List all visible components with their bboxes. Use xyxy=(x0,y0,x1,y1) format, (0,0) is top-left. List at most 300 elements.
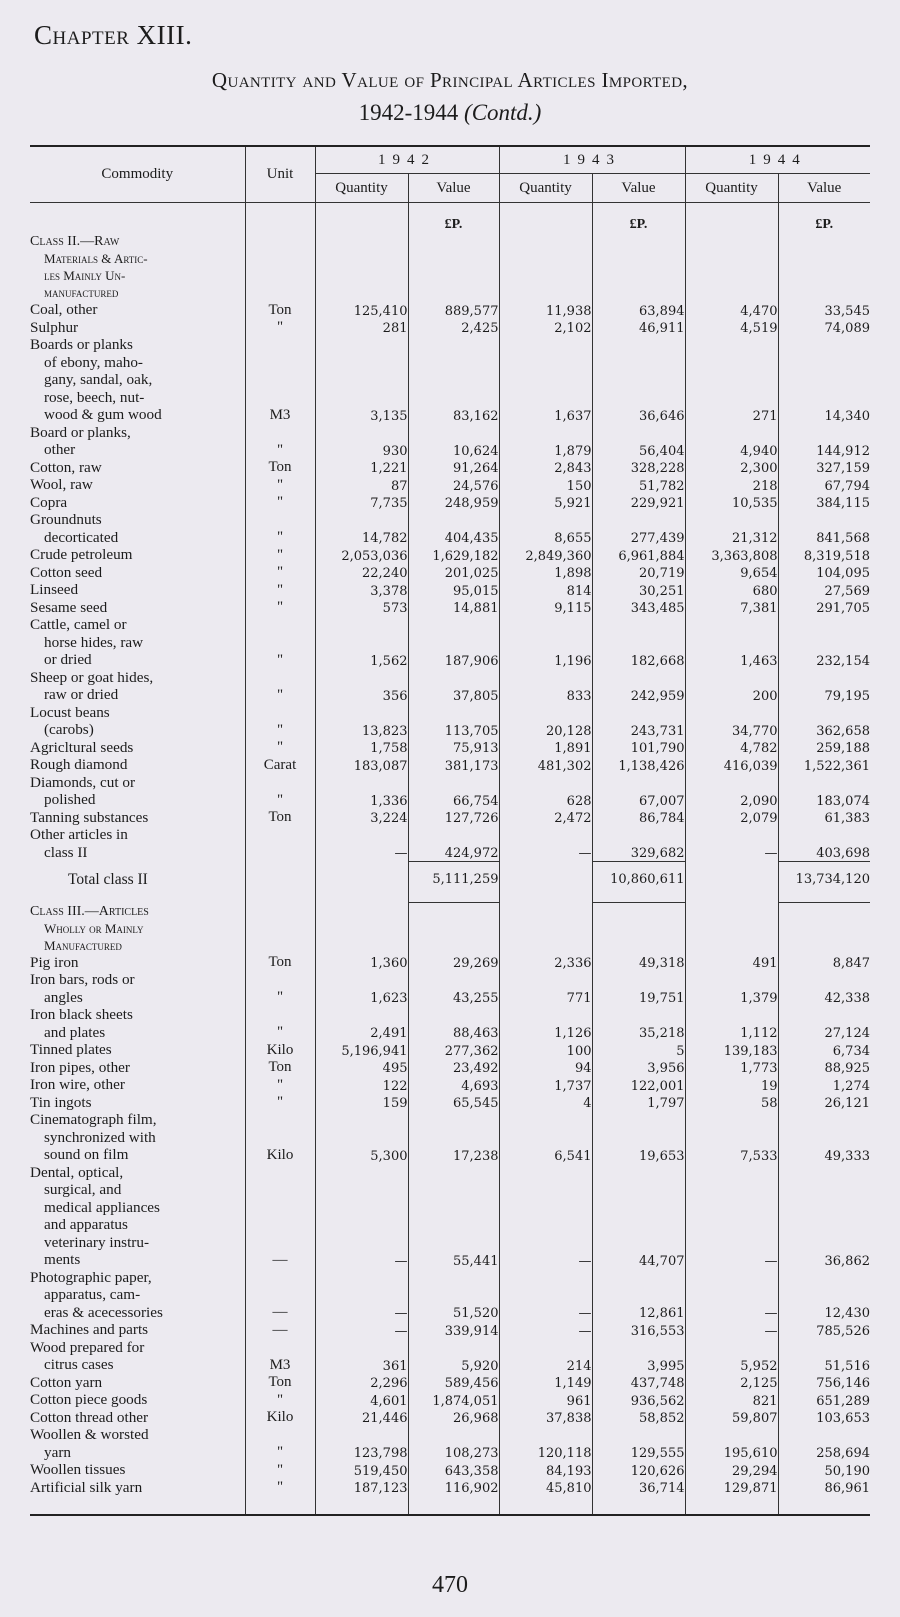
value-1943: 58,852 xyxy=(592,1409,685,1427)
unit-cell xyxy=(245,826,315,861)
total-label: Total class II xyxy=(30,861,245,903)
table-row xyxy=(30,1409,870,1427)
quantity-1942: 1,562 xyxy=(315,616,408,669)
table-row xyxy=(30,476,870,494)
quantity-1944: 1,463 xyxy=(685,616,778,669)
value-1943: 51,782 xyxy=(592,476,685,494)
value-1944: 88,925 xyxy=(824,1061,870,1076)
unit-cell: " xyxy=(245,971,315,1006)
commodity-cell: Copra xyxy=(30,494,245,512)
unit-cell: " xyxy=(245,564,315,582)
value-1942: 24,576 xyxy=(408,476,499,494)
quantity-1944: 680 xyxy=(685,581,778,599)
commodity-cell: Tinned plates xyxy=(30,1041,245,1059)
value-1942: 1,629,182 xyxy=(408,546,499,564)
value-1944: 51,516 xyxy=(824,1358,870,1374)
commodity-cell: Cotton yarn xyxy=(30,1374,245,1392)
value-1943: 1,797 xyxy=(592,1094,685,1112)
quantity-1944: 195,610 xyxy=(685,1426,778,1461)
table-row xyxy=(30,1111,870,1164)
value-1943: 49,318 xyxy=(592,954,685,972)
quantity-1944: 2,125 xyxy=(685,1374,778,1392)
quantity-1943: 37,838 xyxy=(499,1409,592,1427)
quantity-1942: 519,450 xyxy=(315,1461,408,1479)
quantity-1942: 3,135 xyxy=(315,336,408,424)
value-1943: 343,485 xyxy=(592,599,685,617)
value-1942: 17,238 xyxy=(408,1111,499,1164)
quantity-1943: 8,655 xyxy=(499,511,592,546)
value-1942: 51,520 xyxy=(408,1269,499,1322)
title-years: 1942-1944 xyxy=(358,100,459,125)
quantity-1942: 87 xyxy=(315,476,408,494)
value-1942: 4,693 xyxy=(408,1076,499,1094)
unit-cell: Carat xyxy=(245,756,315,774)
value-1943: 5 xyxy=(592,1041,685,1059)
commodity-cell: Coal, other xyxy=(30,301,245,319)
value-1943: 86,784 xyxy=(592,809,685,827)
quantity-1943: 1,149 xyxy=(499,1374,592,1392)
commodity-cell: Boards or planks of ebony, maho- gany, sandal, oak, rose, beech, nut- wood & gum wood xyxy=(30,336,245,424)
value-1943: 30,251 xyxy=(592,581,685,599)
value-1944: 27,124 xyxy=(824,1026,870,1041)
quantity-1943: 771 xyxy=(499,971,592,1006)
class3-section xyxy=(30,903,870,1497)
commodity-cell: Dental, optical, surgical, and medical appliances and apparatus veterinary instru- ments xyxy=(30,1164,245,1269)
year-header-1943: 1943 xyxy=(499,146,685,174)
quantity-1943: 1,898 xyxy=(499,564,592,582)
table-row xyxy=(30,826,870,861)
unit-cell: " xyxy=(245,1094,315,1112)
value-1943: 1,138,426 xyxy=(592,756,685,774)
value-1944: 104,095 xyxy=(816,566,870,581)
quantity-1944: — xyxy=(685,1269,778,1322)
unit-cell: Ton xyxy=(245,301,315,319)
class2-total-section xyxy=(30,861,870,903)
quantity-1942: — xyxy=(315,1164,408,1269)
value-1944: 232,154 xyxy=(816,653,870,669)
value-1942: 248,959 xyxy=(408,494,499,512)
quantity-1943: 1,879 xyxy=(499,424,592,459)
value-1943: 329,682 xyxy=(592,826,685,861)
value-1944: 8,319,518 xyxy=(803,548,870,564)
quantity-1944: 218 xyxy=(685,476,778,494)
commodity-header: Commodity xyxy=(30,146,245,203)
value-header: Value xyxy=(778,174,870,203)
value-1944: 258,694 xyxy=(816,1446,870,1461)
class2-section xyxy=(30,233,870,861)
value-1944: 26,121 xyxy=(824,1096,870,1111)
table-row xyxy=(30,1461,870,1479)
value-1943: 182,668 xyxy=(592,616,685,669)
quantity-1944: — xyxy=(685,1321,778,1339)
quantity-1944: 34,770 xyxy=(685,704,778,739)
unit-cell: " xyxy=(245,494,315,512)
value-1944: 74,089 xyxy=(824,321,870,336)
value-1944: 61,383 xyxy=(824,811,870,826)
quantity-1944: 821 xyxy=(685,1391,778,1409)
commodity-cell: Diamonds, cut or polished xyxy=(30,774,245,809)
unit-cell: Kilo xyxy=(245,1111,315,1164)
value-1942: 113,705 xyxy=(408,704,499,739)
table-row xyxy=(30,1321,870,1339)
unit-cell: — xyxy=(245,1164,315,1269)
commodity-cell: Locust beans (carobs) xyxy=(30,704,245,739)
commodity-cell: Tin ingots xyxy=(30,1094,245,1112)
quantity-1943: 11,938 xyxy=(499,301,592,319)
commodity-cell: Cattle, camel or horse hides, raw or dried xyxy=(30,616,245,669)
value-1942: 65,545 xyxy=(408,1094,499,1112)
unit-cell: " xyxy=(245,1076,315,1094)
value-1942: 201,025 xyxy=(408,564,499,582)
year-header-1944: 1944 xyxy=(685,146,870,174)
value-1944: 14,340 xyxy=(824,408,870,424)
table-row xyxy=(30,971,870,1006)
quantity-1944: 1,379 xyxy=(685,971,778,1006)
unit-cell: " xyxy=(245,1391,315,1409)
quantity-1943: 481,302 xyxy=(499,756,592,774)
table-row xyxy=(30,1339,870,1374)
value-1942: 339,914 xyxy=(408,1321,499,1339)
quantity-1943: 814 xyxy=(499,581,592,599)
table-row xyxy=(30,424,870,459)
unit-cell: " xyxy=(245,1006,315,1041)
table-row xyxy=(30,616,870,669)
commodity-cell: Sulphur xyxy=(30,319,245,337)
quantity-1944: 1,773 xyxy=(685,1059,778,1077)
value-1942: 66,754 xyxy=(408,774,499,809)
value-1944: 259,188 xyxy=(816,741,870,756)
value-1943: 120,626 xyxy=(592,1461,685,1479)
value-1942: 14,881 xyxy=(408,599,499,617)
value-1942: 55,441 xyxy=(408,1164,499,1269)
commodity-cell: Linseed xyxy=(30,581,245,599)
commodity-cell: Agricltural seeds xyxy=(30,739,245,757)
quantity-1942: — xyxy=(315,1269,408,1322)
table-row xyxy=(30,1164,870,1269)
value-1944: 1,274 xyxy=(832,1078,870,1094)
quantity-1942: 123,798 xyxy=(315,1426,408,1461)
commodity-cell: Cotton thread other xyxy=(30,1409,245,1427)
value-1943: 12,861 xyxy=(592,1269,685,1322)
value-1943: 35,218 xyxy=(592,1006,685,1041)
quantity-1944: 129,871 xyxy=(685,1479,778,1497)
quantity-1942: 2,296 xyxy=(315,1374,408,1392)
quantity-1942: 2,053,036 xyxy=(315,546,408,564)
unit-cell: " xyxy=(245,511,315,546)
quantity-1943: 2,849,360 xyxy=(499,546,592,564)
table-row xyxy=(30,954,870,972)
quantity-1944: 58 xyxy=(685,1094,778,1112)
value-1943: 63,894 xyxy=(592,301,685,319)
unit-cell: " xyxy=(245,1426,315,1461)
value-1943: 229,921 xyxy=(592,494,685,512)
table-row xyxy=(30,546,870,564)
quantity-1942: 3,224 xyxy=(315,809,408,827)
table-row xyxy=(30,564,870,582)
quantity-1944: 7,381 xyxy=(685,599,778,617)
value-1944: 403,698 xyxy=(816,845,870,861)
value-1944: 49,333 xyxy=(824,1148,870,1164)
quantity-1942: 1,336 xyxy=(315,774,408,809)
quantity-1944: — xyxy=(685,1164,778,1269)
table-row xyxy=(30,809,870,827)
unit-cell: " xyxy=(245,669,315,704)
quantity-1943: — xyxy=(499,826,592,861)
quantity-1944: — xyxy=(685,826,778,861)
unit-cell: " xyxy=(245,616,315,669)
quantity-1943: 4 xyxy=(499,1094,592,1112)
quantity-1942: 22,240 xyxy=(315,564,408,582)
value-1944: 384,115 xyxy=(816,496,870,511)
quantity-1944: 4,470 xyxy=(685,301,778,319)
value-1944: 327,159 xyxy=(816,461,870,476)
quantity-1942: — xyxy=(315,1321,408,1339)
quantity-1942: — xyxy=(315,826,408,861)
quantity-1943: 628 xyxy=(499,774,592,809)
quantity-1942: 1,360 xyxy=(315,954,408,972)
unit-cell: " xyxy=(245,546,315,564)
value-1943: 19,751 xyxy=(592,971,685,1006)
quantity-1944: 4,782 xyxy=(685,739,778,757)
year-header-1942: 1942 xyxy=(315,146,499,174)
unit-cell: " xyxy=(245,1461,315,1479)
quantity-1944: 4,940 xyxy=(685,424,778,459)
quantity-1942: 122 xyxy=(315,1076,408,1094)
quantity-1943: 833 xyxy=(499,669,592,704)
value-1942: 277,362 xyxy=(408,1041,499,1059)
value-1944: 79,195 xyxy=(824,688,870,704)
unit-cell: — xyxy=(245,1269,315,1322)
quantity-1944: 59,807 xyxy=(685,1409,778,1427)
unit-cell: " xyxy=(245,319,315,337)
quantity-1943: 9,115 xyxy=(499,599,592,617)
quantity-1943: 214 xyxy=(499,1339,592,1374)
quantity-1943: 961 xyxy=(499,1391,592,1409)
quantity-header: Quantity xyxy=(315,174,408,203)
value-1943: 19,653 xyxy=(592,1111,685,1164)
quantity-1942: 159 xyxy=(315,1094,408,1112)
quantity-1944: 200 xyxy=(685,669,778,704)
value-1943: 3,995 xyxy=(592,1339,685,1374)
commodity-cell: Other articles in class II xyxy=(30,826,245,861)
value-1942: 26,968 xyxy=(408,1409,499,1427)
value-1943: 36,646 xyxy=(592,336,685,424)
quantity-1944: 416,039 xyxy=(685,756,778,774)
table-row xyxy=(30,1006,870,1041)
chapter-heading: Chapter XIII. xyxy=(34,20,193,50)
commodity-cell: Artificial silk yarn xyxy=(30,1479,245,1497)
table-row xyxy=(30,1426,870,1461)
quantity-1943: 1,737 xyxy=(499,1076,592,1094)
value-header: Value xyxy=(408,174,499,203)
quantity-1944: 10,535 xyxy=(685,494,778,512)
value-1943: 101,790 xyxy=(592,739,685,757)
quantity-1942: 356 xyxy=(315,669,408,704)
commodity-cell: Wood prepared for citrus cases xyxy=(30,1339,245,1374)
value-1944: 785,526 xyxy=(816,1323,870,1339)
quantity-1943: 2,843 xyxy=(499,459,592,477)
imports-table xyxy=(30,145,870,1516)
quantity-1944: 1,112 xyxy=(685,1006,778,1041)
quantity-1943: 120,118 xyxy=(499,1426,592,1461)
value-1944: 841,568 xyxy=(816,531,870,546)
unit-cell: " xyxy=(245,599,315,617)
value-1943: 328,228 xyxy=(592,459,685,477)
quantity-1942: 14,782 xyxy=(315,511,408,546)
table-row xyxy=(30,1374,870,1392)
value-1942: 889,577 xyxy=(408,301,499,319)
unit-cell: " xyxy=(245,704,315,739)
value-1944: 144,912 xyxy=(816,443,870,459)
table-row xyxy=(30,756,870,774)
value-1944: 291,705 xyxy=(816,601,870,616)
quantity-1944: 4,519 xyxy=(685,319,778,337)
commodity-cell: Iron black sheets and plates xyxy=(30,1006,245,1041)
quantity-1944: 2,300 xyxy=(685,459,778,477)
table-row xyxy=(30,1059,870,1077)
commodity-cell: Pig iron xyxy=(30,954,245,972)
commodity-cell: Sesame seed xyxy=(30,599,245,617)
value-1944: 651,289 xyxy=(816,1393,870,1409)
unit-cell: Ton xyxy=(245,1374,315,1392)
commodity-cell: Cotton piece goods xyxy=(30,1391,245,1409)
value-1943: 122,001 xyxy=(592,1076,685,1094)
value-1943: 243,731 xyxy=(592,704,685,739)
table-title: Quantity and Value of Principal Articles Imported, xyxy=(211,68,689,92)
commodity-cell: Wool, raw xyxy=(30,476,245,494)
quantity-1943: 1,126 xyxy=(499,1006,592,1041)
total-value-1943: 10,860,611 xyxy=(592,861,685,903)
commodity-cell: Cotton seed xyxy=(30,564,245,582)
table-row xyxy=(30,494,870,512)
quantity-1943: 6,541 xyxy=(499,1111,592,1164)
quantity-1942: 4,601 xyxy=(315,1391,408,1409)
quantity-1942: 13,823 xyxy=(315,704,408,739)
unit-cell: M3 xyxy=(245,1339,315,1374)
quantity-1942: 361 xyxy=(315,1339,408,1374)
table-row xyxy=(30,319,870,337)
commodity-cell: Crude petroleum xyxy=(30,546,245,564)
value-1942: 643,358 xyxy=(408,1461,499,1479)
quantity-1943: 2,472 xyxy=(499,809,592,827)
unit-header: Unit xyxy=(245,146,315,203)
table-row xyxy=(30,301,870,319)
value-1944: 50,190 xyxy=(824,1463,870,1479)
value-1944: 12,430 xyxy=(824,1306,870,1321)
value-1942: 95,015 xyxy=(408,581,499,599)
total-row xyxy=(30,861,870,903)
value-1942: 91,264 xyxy=(408,459,499,477)
quantity-1942: 3,378 xyxy=(315,581,408,599)
value-1944: 42,338 xyxy=(824,991,870,1006)
value-1942: 37,805 xyxy=(408,669,499,704)
value-1942: 424,972 xyxy=(408,826,499,861)
value-1942: 43,255 xyxy=(408,971,499,1006)
quantity-1943: 45,810 xyxy=(499,1479,592,1497)
value-1942: 589,456 xyxy=(408,1374,499,1392)
unit-cell: Kilo xyxy=(245,1041,315,1059)
value-1942: 108,273 xyxy=(408,1426,499,1461)
value-1942: 187,906 xyxy=(408,616,499,669)
value-1942: 75,913 xyxy=(408,739,499,757)
quantity-1944: 3,363,808 xyxy=(685,546,778,564)
table-row xyxy=(30,459,870,477)
quantity-1943: 150 xyxy=(499,476,592,494)
value-header: Value xyxy=(592,174,685,203)
value-1944: 27,569 xyxy=(824,583,870,599)
total-value-1942: 5,111,259 xyxy=(408,861,499,903)
commodity-cell: Machines and parts xyxy=(30,1321,245,1339)
quantity-1942: 7,735 xyxy=(315,494,408,512)
quantity-header: Quantity xyxy=(499,174,592,203)
value-1942: 5,920 xyxy=(408,1339,499,1374)
quantity-1944: 21,312 xyxy=(685,511,778,546)
quantity-header: Quantity xyxy=(685,174,778,203)
commodity-cell: Cinematograph film, synchronized with sound on film xyxy=(30,1111,245,1164)
value-1942: 116,902 xyxy=(408,1479,499,1497)
value-1942: 88,463 xyxy=(408,1006,499,1041)
quantity-1943: — xyxy=(499,1269,592,1322)
unit-cell: Ton xyxy=(245,954,315,972)
commodity-cell: Cotton, raw xyxy=(30,459,245,477)
value-1943: 936,562 xyxy=(592,1391,685,1409)
unit-cell: " xyxy=(245,424,315,459)
value-1943: 20,719 xyxy=(592,564,685,582)
page-number: 470 xyxy=(432,1572,468,1598)
value-1943: 277,439 xyxy=(592,511,685,546)
table-row xyxy=(30,1094,870,1112)
quantity-1943: 5,921 xyxy=(499,494,592,512)
quantity-1944: 19 xyxy=(685,1076,778,1094)
value-1943: 3,956 xyxy=(592,1059,685,1077)
value-1944: 36,862 xyxy=(824,1253,870,1269)
value-1944: 8,847 xyxy=(832,956,870,971)
unit-cell: M3 xyxy=(245,336,315,424)
table-row xyxy=(30,669,870,704)
table-row xyxy=(30,599,870,617)
commodity-cell: Woollen tissues xyxy=(30,1461,245,1479)
unit-cell: Kilo xyxy=(245,1409,315,1427)
table-row xyxy=(30,511,870,546)
quantity-1942: 495 xyxy=(315,1059,408,1077)
quantity-1942: 573 xyxy=(315,599,408,617)
value-1944: 362,658 xyxy=(816,723,870,739)
quantity-1943: 1,891 xyxy=(499,739,592,757)
value-1943: 44,707 xyxy=(592,1164,685,1269)
currency-label: £P. xyxy=(815,217,834,232)
quantity-1942: 930 xyxy=(315,424,408,459)
currency-label: £P. xyxy=(592,203,685,234)
quantity-1943: 20,128 xyxy=(499,704,592,739)
value-1943: 56,404 xyxy=(592,424,685,459)
quantity-1942: 1,221 xyxy=(315,459,408,477)
commodity-cell: Woollen & worsted yarn xyxy=(30,1426,245,1461)
commodity-cell: Board or planks, other xyxy=(30,424,245,459)
quantity-1943: 2,336 xyxy=(499,954,592,972)
currency-label: £P. xyxy=(408,203,499,234)
value-1944: 86,961 xyxy=(824,1481,870,1496)
value-1942: 2,425 xyxy=(408,319,499,337)
unit-cell: Ton xyxy=(245,809,315,827)
unit-cell: " xyxy=(245,774,315,809)
quantity-1944: 7,533 xyxy=(685,1111,778,1164)
quantity-1943: 1,637 xyxy=(499,336,592,424)
value-1942: 23,492 xyxy=(408,1059,499,1077)
class3-heading: Class III.—Articles Wholly or Mainly Manufactured xyxy=(30,903,245,954)
commodity-cell: Iron pipes, other xyxy=(30,1059,245,1077)
commodity-cell: Iron bars, rods or angles xyxy=(30,971,245,1006)
value-1942: 404,435 xyxy=(408,511,499,546)
